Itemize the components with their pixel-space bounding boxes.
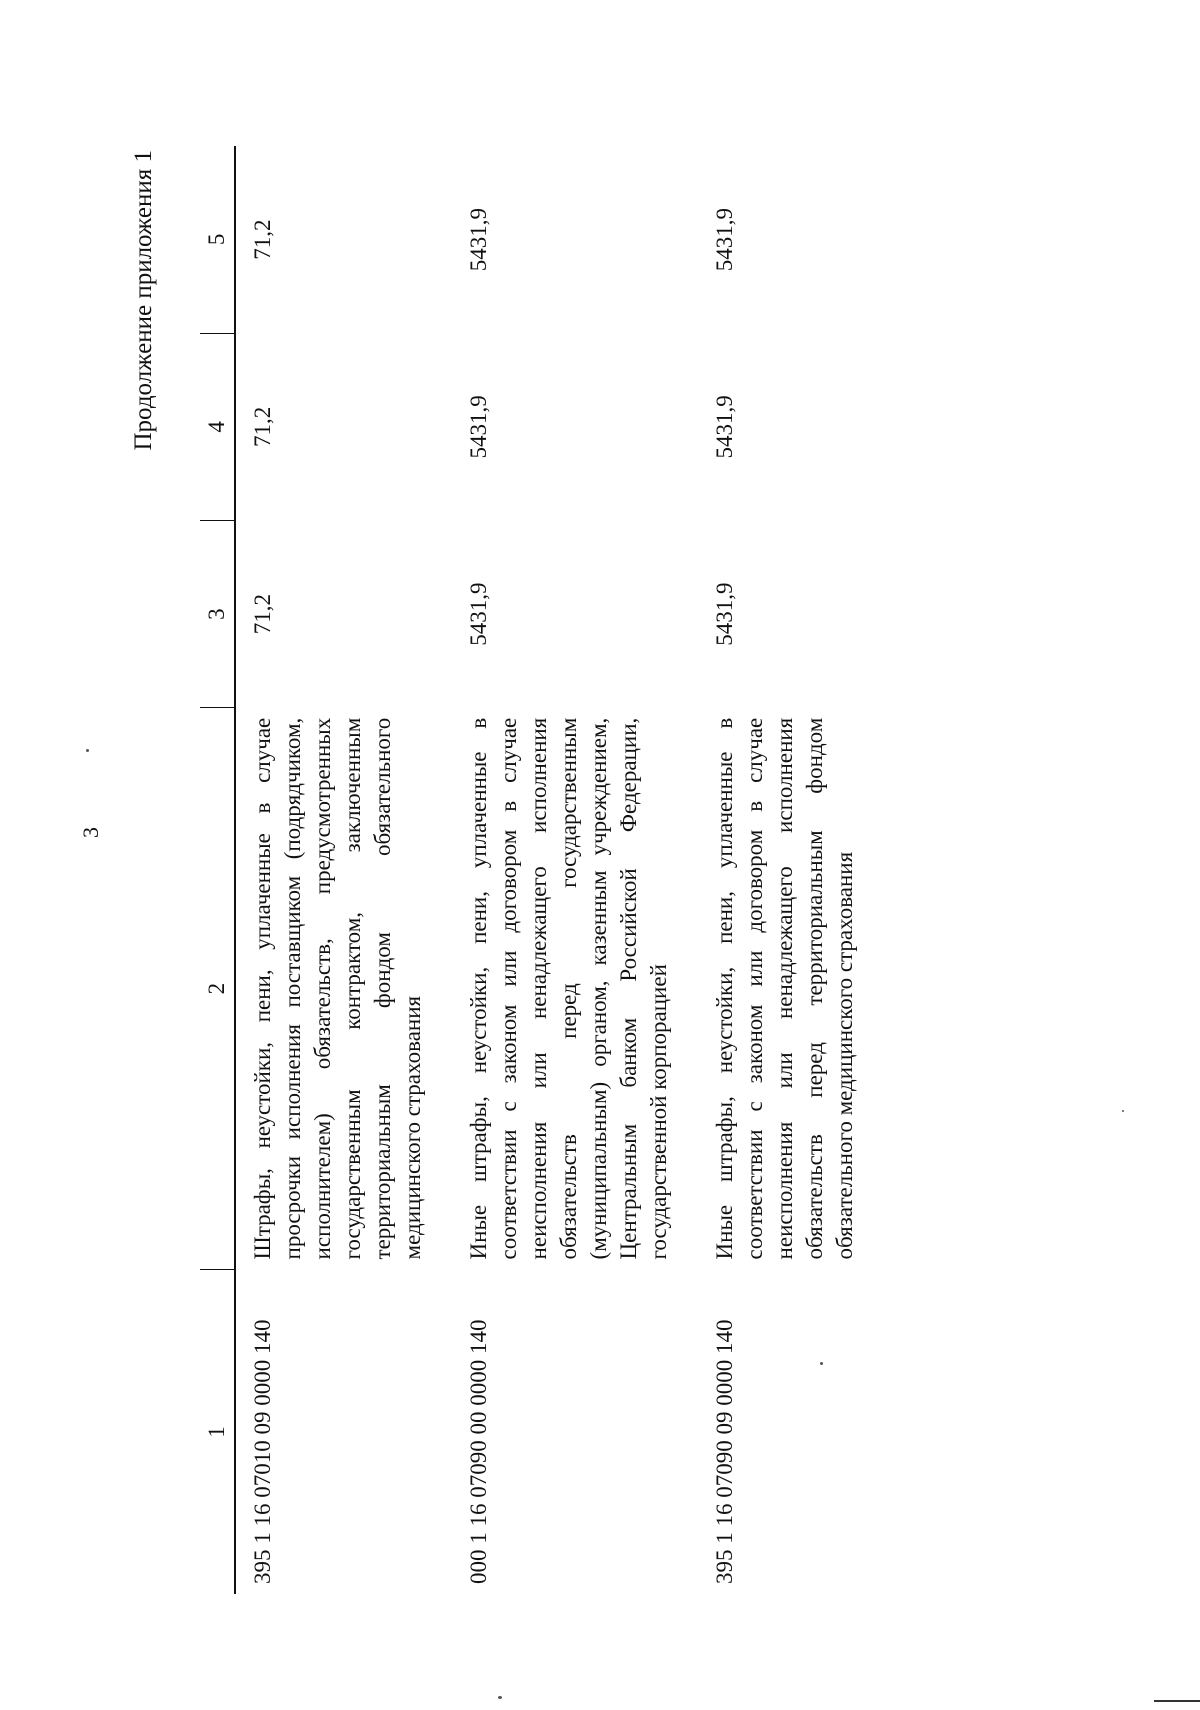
budget-code: 395 1 16 07010 09 0000 140 bbox=[250, 1319, 275, 1584]
page-number: 3 bbox=[78, 827, 103, 838]
scan-speck bbox=[86, 749, 89, 752]
value-col3: 5431,9 bbox=[466, 582, 491, 646]
revenue-description: Иные штрафы, неустойки, пени, уплаченные в соответствии с законом или договором в случае неисполнения или ненадлежащего исполнения обязательств перед территориальным фондом обязательного медицинского страхования bbox=[712, 717, 857, 1260]
scan-edge-mark bbox=[1154, 1700, 1200, 1702]
column-header-2: 2 bbox=[200, 708, 235, 1270]
value-col3: 71,2 bbox=[250, 594, 275, 635]
scan-speck bbox=[498, 1696, 502, 1699]
column-header-4: 4 bbox=[200, 333, 235, 520]
revenue-table bbox=[200, 146, 884, 1594]
column-header-3: 3 bbox=[200, 521, 235, 708]
column-header-5: 5 bbox=[200, 146, 235, 333]
value-col4: 5431,9 bbox=[712, 395, 737, 459]
value-col5: 5431,9 bbox=[712, 208, 737, 272]
value-col5: 5431,9 bbox=[466, 208, 491, 272]
value-col4: 71,2 bbox=[250, 406, 275, 448]
revenue-description: Иные штрафы, неустойки, пени, уплаченные в соответствии с законом или договором в случае неисполнения или ненадлежащего исполнения обязательств перед государственным (муниципальным) органом, казенным учреждением, Центральным банком Российской Федерации, государственной корпорацией bbox=[466, 717, 671, 1260]
scan-speck bbox=[820, 1362, 823, 1365]
scan-speck bbox=[1122, 1110, 1124, 1112]
header-row bbox=[200, 146, 235, 1594]
column-header-1: 1 bbox=[200, 1269, 235, 1594]
revenue-description: Штрафы, неустойки, пени, уплаченные в случае просрочки исполнения поставщиком (подрядчиком, исполнителем) обязательств, предусмотренных государственным контрактом, заключенным территориальным фондом обязательного медицинского страхования bbox=[250, 717, 425, 1260]
table-row bbox=[452, 146, 698, 1594]
budget-code: 000 1 16 07090 00 0000 140 bbox=[466, 1319, 491, 1584]
value-col4: 5431,9 bbox=[466, 395, 491, 459]
value-col5: 71,2 bbox=[250, 219, 275, 260]
value-col3: 5431,9 bbox=[712, 582, 737, 646]
budget-code: 395 1 16 07090 09 0000 140 bbox=[712, 1319, 737, 1584]
table-row bbox=[698, 146, 884, 1594]
table-row bbox=[235, 146, 452, 1594]
appendix-caption: Продолжение приложения 1 bbox=[130, 150, 157, 451]
rotated-sheet bbox=[120, 120, 1040, 1600]
